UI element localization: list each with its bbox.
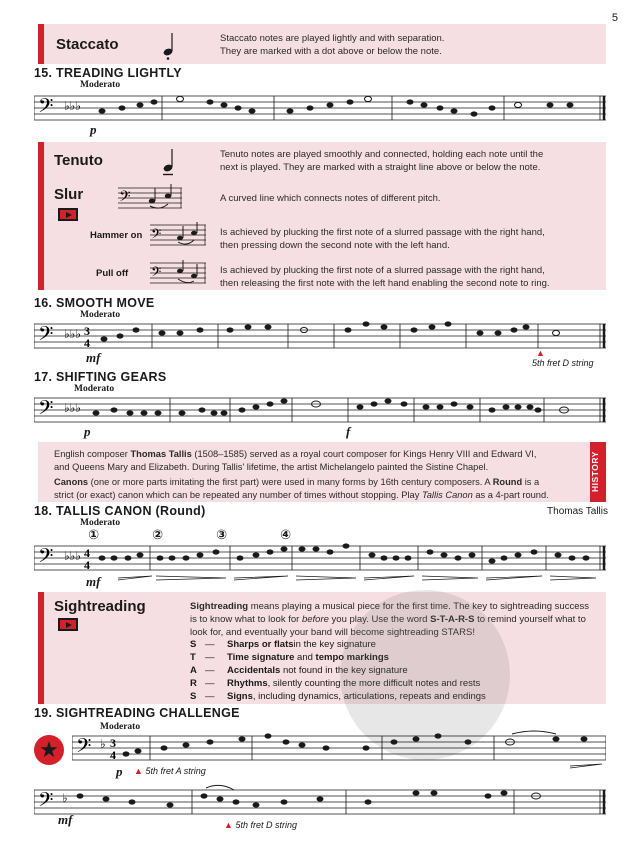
ex18-dynamic: mf bbox=[86, 574, 101, 589]
svg-text:♭♭♭: ♭♭♭ bbox=[64, 549, 81, 563]
ex17-dynamic-p: p bbox=[84, 424, 91, 439]
svg-text:𝄢: 𝄢 bbox=[119, 188, 131, 209]
history-text: and Queens Mary and Elizabeth. During Tallis' lifetime, the artist Michelangelo painted the Sistine Chapel. bbox=[54, 462, 489, 472]
fret-marker-icon: ▲ bbox=[536, 348, 545, 358]
history-composer-name: Thomas Tallis bbox=[130, 449, 192, 459]
svg-text:♭: ♭ bbox=[100, 737, 106, 751]
stars-text: , silently counting the more difficult notes and rests bbox=[267, 678, 481, 689]
slur-desc: A curved line which connects notes of different pitch. bbox=[220, 193, 441, 204]
stars-key: T bbox=[190, 652, 196, 663]
stars-dash: — bbox=[205, 652, 215, 663]
sightreading-text: is to know what to look for bbox=[190, 614, 302, 625]
ex17-dynamic-f: f bbox=[346, 424, 351, 439]
svg-text:♭♭♭: ♭♭♭ bbox=[64, 99, 81, 113]
fret-note-text: 5th fret D string bbox=[235, 820, 297, 830]
ex16-tempo: Moderato bbox=[80, 310, 121, 320]
history-text: English composer bbox=[54, 449, 131, 459]
fret-note-text: 5th fret A string bbox=[145, 766, 206, 776]
sightreading-acronym: S-T-A-R-S bbox=[430, 614, 475, 625]
stars-text: not found in the key signature bbox=[280, 665, 408, 676]
round-marker-3: ③ bbox=[216, 528, 228, 543]
ex16-staff bbox=[34, 318, 606, 358]
ex15-staff bbox=[34, 90, 606, 130]
svg-text:4: 4 bbox=[110, 748, 116, 762]
slur-title: Slur bbox=[54, 186, 84, 203]
svg-text:4: 4 bbox=[84, 546, 90, 560]
round-marker-4: ④ bbox=[280, 528, 292, 543]
history-text: as a 4-part round. bbox=[472, 490, 549, 500]
stars-key: S bbox=[190, 639, 197, 650]
stars-dash: — bbox=[205, 691, 215, 702]
staccato-box bbox=[38, 24, 606, 64]
ex19-fret-note-2 bbox=[224, 820, 297, 830]
history-paragraph-1 bbox=[54, 448, 564, 474]
ex19-dynamic-mf: mf bbox=[58, 812, 73, 827]
tenuto-desc-line1: Tenuto notes are played smoothly and connected, holding each note until the bbox=[220, 149, 544, 160]
stars-term: Signs bbox=[227, 691, 253, 702]
stars-term: Sharps or flats bbox=[227, 639, 294, 650]
ex15-heading: 15. TREADING LIGHTLY bbox=[34, 66, 182, 80]
pull-off-desc bbox=[220, 264, 550, 290]
ex19-staff-1 bbox=[72, 730, 606, 770]
ex18-staff bbox=[34, 540, 606, 586]
hammer-on-desc-line2: then pressing down the second note with the left hand. bbox=[220, 240, 450, 251]
stars-dash: — bbox=[205, 639, 215, 650]
sightreading-emphasis: before bbox=[301, 614, 329, 625]
round-marker-1: ① bbox=[88, 528, 100, 543]
tenuto-desc-line2: next is played. They are marked with a straight line above or below the note. bbox=[220, 162, 541, 173]
history-box bbox=[38, 442, 606, 502]
history-text: strict (or exact) canon which can be repeated any number of times without stopping. Play bbox=[54, 490, 422, 500]
svg-text:𝄢: 𝄢 bbox=[38, 544, 54, 572]
svg-text:♭♭♭: ♭♭♭ bbox=[64, 401, 81, 415]
ex19-heading: 19. SIGHTREADING CHALLENGE bbox=[34, 706, 240, 720]
tenuto-desc bbox=[220, 148, 543, 174]
stars-dash: — bbox=[205, 665, 215, 676]
sightreading-play-button[interactable] bbox=[58, 618, 78, 631]
svg-text:𝄢: 𝄢 bbox=[38, 396, 54, 424]
history-paragraph-2 bbox=[54, 476, 564, 502]
staccato-note-icon bbox=[160, 30, 180, 60]
ex16-fret-note bbox=[536, 348, 545, 358]
hammer-on-title: Hammer on bbox=[90, 230, 143, 241]
svg-text:3: 3 bbox=[110, 736, 116, 750]
svg-text:𝄢: 𝄢 bbox=[38, 322, 54, 350]
slur-play-button[interactable] bbox=[58, 208, 78, 221]
articulation-box bbox=[38, 142, 606, 290]
star-icon: ★ bbox=[34, 735, 64, 765]
hammer-on-example-icon bbox=[150, 222, 206, 248]
page-number: 5 bbox=[611, 12, 618, 24]
svg-text:𝄢: 𝄢 bbox=[76, 734, 92, 762]
fret-marker-icon: ▲ bbox=[224, 820, 233, 830]
svg-text:♭: ♭ bbox=[62, 791, 68, 805]
stars-key: A bbox=[190, 665, 197, 676]
stars-term: Accidentals bbox=[227, 665, 281, 676]
sightreading-text: means playing a musical piece for the first time. The key to sightreading success bbox=[248, 601, 589, 612]
tenuto-title: Tenuto bbox=[54, 152, 103, 169]
ex19-dynamic-p: p bbox=[116, 764, 123, 779]
staccato-desc-line2: They are marked with a dot above or below the note. bbox=[220, 46, 442, 57]
stars-text: , including dynamics, articulations, repeats and endings bbox=[252, 691, 486, 702]
staccato-title: Staccato bbox=[56, 36, 119, 53]
ex17-heading: 17. SHIFTING GEARS bbox=[34, 370, 167, 384]
history-text: is a bbox=[522, 477, 540, 487]
ex19-tempo: Moderato bbox=[100, 722, 141, 732]
svg-text:𝄢: 𝄢 bbox=[38, 788, 54, 816]
svg-text:𝄢: 𝄢 bbox=[151, 226, 162, 245]
stars-key: R bbox=[190, 678, 197, 689]
svg-text:4: 4 bbox=[84, 336, 90, 350]
sightreading-text: you play. Use the word bbox=[328, 614, 431, 625]
sightreading-text: to remind yourself what to bbox=[474, 614, 586, 625]
stars-term: Rhythms bbox=[227, 678, 268, 689]
fret-marker-icon: ▲ bbox=[134, 766, 143, 776]
sightreading-desc-line3: look for, and eventually your band will become sightreading STARS! bbox=[190, 627, 475, 638]
stars-text: and bbox=[294, 652, 316, 663]
round-marker-2: ② bbox=[152, 528, 164, 543]
pull-off-title: Pull off bbox=[96, 268, 129, 279]
svg-text:𝄢: 𝄢 bbox=[38, 94, 54, 122]
svg-text:3: 3 bbox=[84, 324, 90, 338]
history-term-canons: Canons bbox=[54, 477, 89, 487]
sightreading-title: Sightreading bbox=[54, 598, 146, 615]
ex18-tempo: Moderato bbox=[80, 518, 121, 528]
stars-term: Time signature bbox=[227, 652, 295, 663]
history-text: (1508–1585) served as a royal court composer for Kings Henry VIII and Edward VI, bbox=[191, 449, 537, 459]
history-text: (one or more parts imitating the first part) were used in many forms by 16th century composers. A bbox=[88, 477, 493, 487]
tenuto-note-icon bbox=[160, 146, 180, 176]
history-term-round: Round bbox=[492, 477, 523, 487]
ex15-tempo: Moderato bbox=[80, 80, 121, 90]
ex15-dynamic: p bbox=[90, 122, 97, 137]
ex17-staff bbox=[34, 392, 606, 432]
svg-text:4: 4 bbox=[84, 558, 90, 572]
ex17-tempo: Moderato bbox=[74, 384, 115, 394]
ex18-heading: 18. TALLIS CANON (Round) bbox=[34, 504, 206, 518]
history-tab: HISTORY bbox=[590, 442, 606, 502]
staccato-desc bbox=[220, 32, 444, 58]
svg-text:𝄢: 𝄢 bbox=[151, 264, 162, 283]
stars-dash: — bbox=[205, 678, 215, 689]
pull-off-desc-line2: then releasing the first note with the left hand enabling the second note to ring. bbox=[220, 278, 550, 289]
ex19-staff-2 bbox=[34, 784, 606, 824]
history-title-tallis-canon: Tallis Canon bbox=[421, 490, 473, 500]
ex16-dynamic: mf bbox=[86, 350, 101, 365]
svg-text:♭♭♭: ♭♭♭ bbox=[64, 327, 81, 341]
stars-term: tempo markings bbox=[315, 652, 389, 663]
pull-off-example-icon bbox=[150, 260, 206, 286]
stars-key: S bbox=[190, 691, 197, 702]
pull-off-desc-line1: Is achieved by plucking the first note of a slurred passage with the right hand, bbox=[220, 265, 545, 276]
staccato-desc-line1: Staccato notes are played lightly and with separation. bbox=[220, 33, 445, 44]
stars-text: in the key signature bbox=[293, 639, 376, 650]
ex18-composer: Thomas Tallis bbox=[547, 506, 608, 517]
ex16-heading: 16. SMOOTH MOVE bbox=[34, 296, 155, 310]
ex19-fret-note-1 bbox=[134, 766, 206, 776]
slur-example-icon bbox=[118, 184, 182, 212]
hammer-on-desc bbox=[220, 226, 545, 252]
sightreading-term: Sightreading bbox=[190, 601, 249, 612]
hammer-on-desc-line1: Is achieved by plucking the first note of a slurred passage with the right hand, bbox=[220, 227, 545, 238]
ex16-fret-note-text: 5th fret D string bbox=[532, 358, 594, 368]
